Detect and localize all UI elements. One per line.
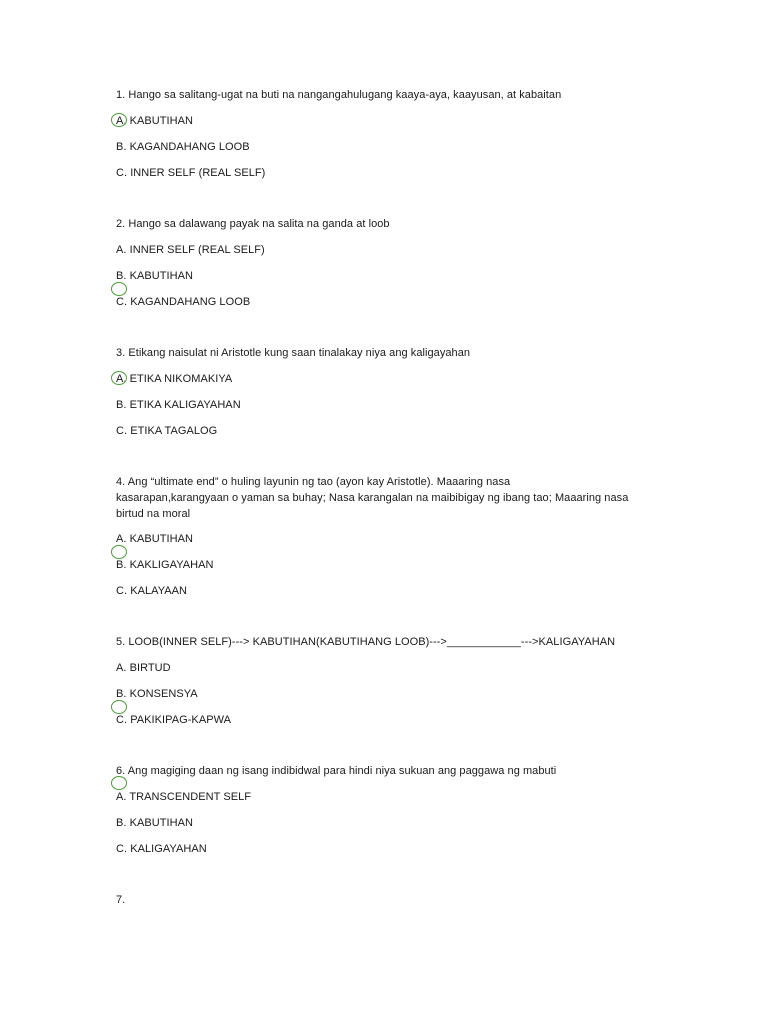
answer-circle-mark (111, 545, 127, 559)
question-5-stem: 5. LOOB(INNER SELF)---> KABUTIHAN(KABUTIHANG LOOB)--->____________--->KALIGAYAHAN (116, 636, 616, 648)
question-3-stem: 3. Etikang naisulat ni Aristotle kung saan tinalakay niya ang kaligayahan (116, 347, 471, 359)
question-3-option-c: C. ETIKA TAGALOG (116, 425, 218, 437)
question-4-option-b: B. KAKLIGAYAHAN (116, 559, 214, 571)
question-1-stem: 1. Hango sa salitang-ugat na buti na nangangahulugang kaaya-aya, kaayusan, at kabaitan (116, 89, 562, 101)
question-2-stem: 2. Hango sa dalawang payak na salita na ganda at loob (116, 218, 390, 230)
question-5-option-a: A. BIRTUD (116, 662, 171, 674)
question-4-stem-line-3: birtud na moral (116, 508, 191, 520)
question-6-option-b: B. KABUTIHAN (116, 817, 194, 829)
question-4-option-a: A. KABUTIHAN (116, 533, 194, 545)
question-3-option-a: A. ETIKA NIKOMAKIYA (116, 373, 233, 385)
answer-circle-mark (111, 700, 127, 714)
question-1-option-a: A. KABUTIHAN (116, 115, 194, 127)
question-4-stem-line-1: 4. Ang “ultimate end” o huling layunin ng tao (ayon kay Aristotle). Maaaring nasa (116, 476, 511, 488)
question-6-option-a: A. TRANSCENDENT SELF (116, 791, 252, 803)
answer-circle-mark (111, 282, 127, 296)
question-2-option-c: C. KAGANDAHANG LOOB (116, 296, 251, 308)
question-6-stem: 6. Ang magiging daan ng isang indibidwal para hindi niya sukuan ang paggawa ng mabuti (116, 765, 557, 777)
question-3-option-b: B. ETIKA KALIGAYAHAN (116, 399, 241, 411)
question-4-option-c: C. KALAYAAN (116, 585, 188, 597)
question-5-option-c: C. PAKIKIPAG-KAPWA (116, 714, 231, 726)
answer-circle-mark (111, 371, 127, 385)
answer-circle-mark (111, 776, 127, 790)
question-1-option-c: C. INNER SELF (REAL SELF) (116, 167, 266, 179)
question-7-stem: 7. (116, 894, 126, 906)
question-4-stem-line-2: kasarapan,karangyaan o yaman sa buhay; Nasa karangalan na maibibigay ng ibang tao; Maaaring nasa (116, 492, 629, 504)
question-6-option-c: C. KALIGAYAHAN (116, 843, 207, 855)
answer-circle-mark (111, 113, 127, 127)
question-2-option-a: A. INNER SELF (REAL SELF) (116, 244, 265, 256)
question-2-option-b: B. KABUTIHAN (116, 270, 194, 282)
question-5-option-b: B. KONSENSYA (116, 688, 198, 700)
question-1-option-b: B. KAGANDAHANG LOOB (116, 141, 250, 153)
